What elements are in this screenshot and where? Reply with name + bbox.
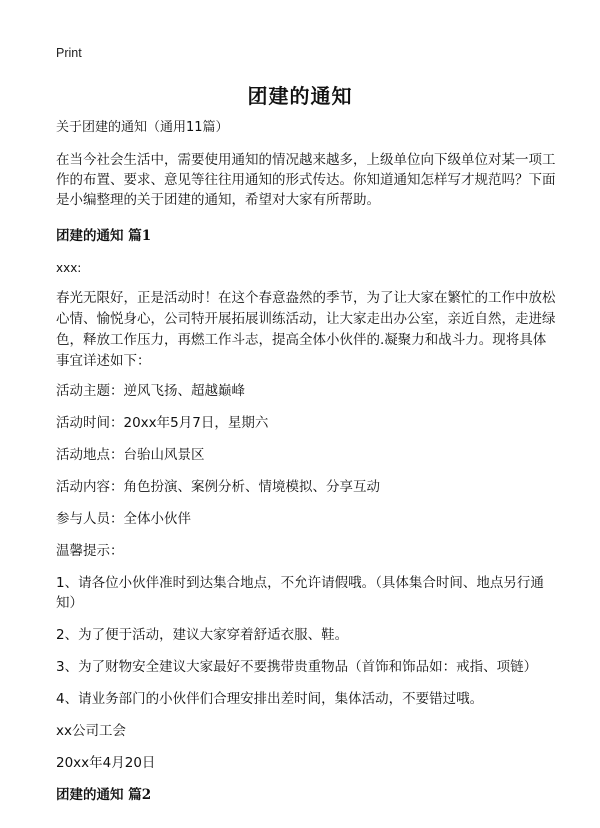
- section-heading-1: 团建的通知 篇1: [56, 228, 152, 244]
- page-title: 团建的通知: [247, 84, 353, 108]
- signature: xx公司工会: [56, 723, 126, 739]
- notice-body: 春光无限好，正是活动时！在这个春意盎然的季节，为了让大家在繁忙的工作中放松心情、愉悦身心，公司特开展拓展训练活动，让大家走出办公室，亲近自然，走进绿色，释放工作压力，再燃工作斗志，提高全体小伙伴的.凝聚力和战斗力。现将具体事宜详述如下：: [56, 290, 556, 369]
- print-link[interactable]: Print: [56, 46, 82, 60]
- notice-item-tips-heading: 温馨提示：: [56, 543, 124, 559]
- notice-tip-2: 2、为了便于活动，建议大家穿着舒适衣服、鞋。: [56, 627, 349, 643]
- notice-item-theme: 活动主题：逆风飞扬、超越巅峰: [56, 383, 245, 399]
- document-body: [56, 118, 556, 817]
- notice-item-location: 活动地点：台骀山风景区: [56, 447, 205, 463]
- notice-tip-3: 3、为了财物安全建议大家最好不要携带贵重物品（首饰和饰品如：戒指、项链）: [56, 659, 538, 675]
- notice-tip-4: 4、请业务部门的小伙伴们合理安排出差时间，集体活动，不要错过哦。: [56, 691, 484, 707]
- notice-tip-1: 1、请各位小伙伴准时到达集合地点，不允许请假哦。（具体集合时间、地点另行通知）: [56, 575, 544, 611]
- notice-date: 20xx年4月20日: [56, 755, 156, 771]
- intro-paragraph: 在当今社会生活中，需要使用通知的情况越来越多，上级单位向下级单位对某一项工作的布置、要求、意见等往往用通知的形式传达。你知道通知怎样写才规范吗？下面是小编整理的关于团建的通知，希望对大家有所帮助。: [56, 152, 556, 208]
- document-subtitle: 关于团建的通知（通用11篇）: [56, 120, 229, 135]
- salutation: xxx:: [56, 261, 82, 275]
- notice-item-participants: 参与人员：全体小伙伴: [56, 511, 191, 527]
- notice-item-time: 活动时间：20xx年5月7日，星期六: [56, 415, 269, 431]
- section-heading-2: 团建的通知 篇2: [56, 787, 152, 803]
- notice-item-content: 活动内容：角色扮演、案例分析、情境模拟、分享互动: [56, 479, 380, 495]
